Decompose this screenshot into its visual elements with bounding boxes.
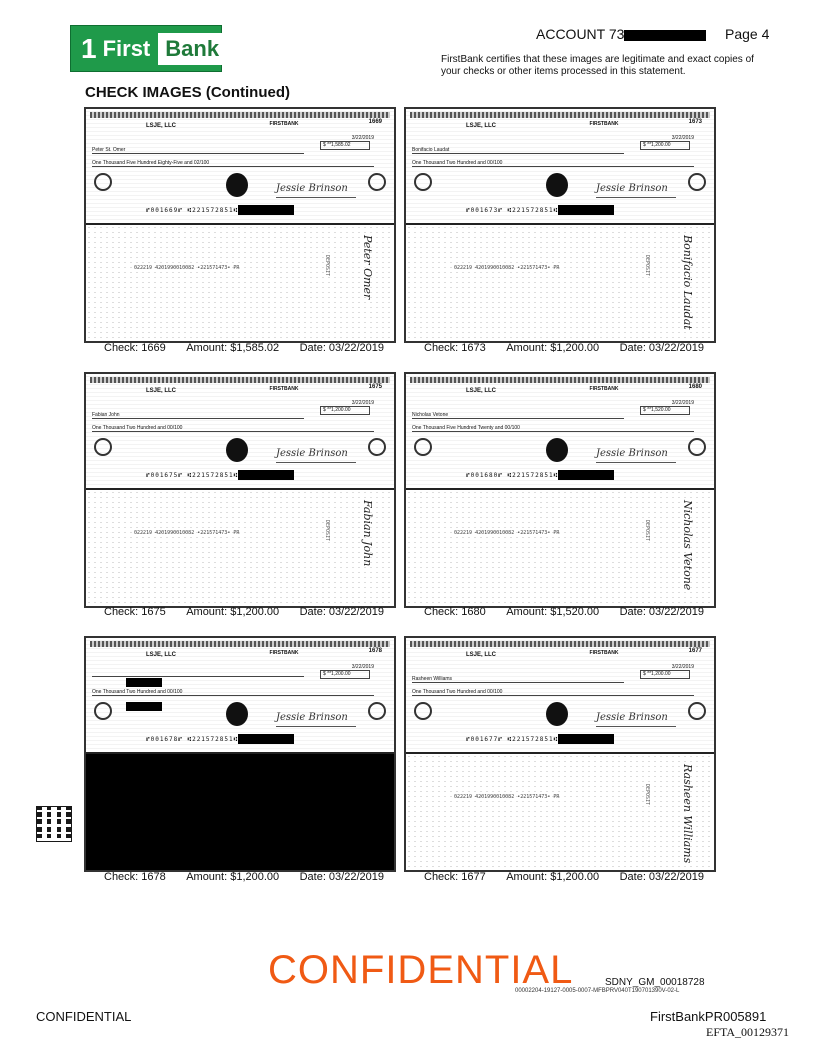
check-image bbox=[84, 107, 396, 343]
check-number: 1680 bbox=[688, 384, 702, 390]
check-image bbox=[404, 107, 716, 343]
check-payer: LSJE, LLC bbox=[465, 123, 496, 129]
firstbank-bates: FirstBankPR005891 bbox=[650, 1009, 767, 1024]
caption-amount: Amount: $1,200.00 bbox=[186, 606, 280, 618]
check-payee: Fabian John bbox=[92, 412, 304, 419]
check-caption bbox=[84, 606, 396, 618]
signature: Jessie Brinson bbox=[596, 448, 676, 463]
check-payee: Peter St. Omer bbox=[92, 147, 304, 154]
caption-check-number: Check: 1677 bbox=[424, 871, 486, 883]
caption-amount: Amount: $1,585.02 bbox=[186, 342, 280, 354]
redaction-seal bbox=[546, 438, 568, 462]
check-payee: Bonifacio Laudat bbox=[412, 147, 624, 154]
handwritten-endorsement: Fabian John bbox=[361, 500, 374, 567]
check-image bbox=[84, 636, 396, 872]
check-front bbox=[86, 109, 394, 225]
check-payee: Rasheen Williams bbox=[412, 676, 624, 683]
check-date: 3/22/2019 bbox=[351, 135, 374, 141]
check-bank-name: FIRSTBANK bbox=[269, 121, 299, 127]
signature: Jessie Brinson bbox=[596, 183, 676, 198]
check-payer: LSJE, LLC bbox=[145, 123, 176, 129]
check-front bbox=[406, 374, 714, 490]
check-front bbox=[406, 638, 714, 754]
redaction-seal bbox=[546, 702, 568, 726]
micr-line: ⑈001673⑈ ⑆221572851⑆ bbox=[466, 207, 559, 214]
check-back bbox=[86, 754, 394, 870]
bank-stamp: DEPOSIT bbox=[324, 255, 330, 277]
check-image bbox=[404, 636, 716, 872]
signature: Jessie Brinson bbox=[596, 712, 676, 727]
check-bank-name: FIRSTBANK bbox=[269, 650, 299, 656]
check-amount-words: One Thousand Five Hundred Twenty and 00/100 bbox=[412, 425, 694, 432]
ring-icon bbox=[368, 438, 386, 456]
micr-line: ⑈001669⑈ ⑆221572851⑆ bbox=[146, 207, 239, 214]
check-caption bbox=[404, 342, 716, 354]
check-payer: LSJE, LLC bbox=[465, 388, 496, 394]
redaction-bar bbox=[558, 205, 614, 215]
caption-date: Date: 03/22/2019 bbox=[619, 871, 704, 883]
redaction-seal bbox=[226, 173, 248, 197]
check-date: 3/22/2019 bbox=[671, 664, 694, 670]
check-payer: LSJE, LLC bbox=[465, 652, 496, 658]
check-caption bbox=[404, 606, 716, 618]
check-amount-box: $ **1,520.00 bbox=[640, 406, 690, 415]
caption-check-number: Check: 1678 bbox=[104, 871, 166, 883]
section-title: CHECK IMAGES (Continued) bbox=[85, 84, 290, 101]
bank-stamp: DEPOSIT bbox=[644, 255, 650, 277]
efta-number: EFTA_00129371 bbox=[706, 1025, 790, 1039]
micr-line: ⑈001680⑈ ⑆221572851⑆ bbox=[466, 472, 559, 479]
certification-text: FirstBank certifies that these images are legitimate and exact copies of your checks or other items processed in this statement. bbox=[441, 54, 754, 77]
caption-amount: Amount: $1,200.00 bbox=[186, 871, 280, 883]
handwritten-endorsement: Nicholas Vetone bbox=[681, 500, 694, 591]
caption-date: Date: 03/22/2019 bbox=[619, 606, 704, 618]
check-amount-words: One Thousand Two Hundred and 00/100 bbox=[412, 160, 694, 167]
check-number: 1677 bbox=[688, 648, 702, 654]
check-amount-box: $ **1,200.00 bbox=[640, 670, 690, 679]
redaction-bar bbox=[558, 470, 614, 480]
ring-icon bbox=[414, 702, 432, 720]
signature: Jessie Brinson bbox=[276, 712, 356, 727]
security-band bbox=[410, 641, 710, 647]
security-band bbox=[410, 112, 710, 118]
check-payee bbox=[92, 676, 304, 677]
bank-stamp: DEPOSIT bbox=[324, 520, 330, 542]
confidential-stamp: CONFIDENTIAL bbox=[268, 948, 574, 992]
check-bank-name: FIRSTBANK bbox=[589, 650, 619, 656]
document-code: 00002204-19127-0005-0007-MFBPRV040T190701390V-02-L bbox=[515, 988, 680, 994]
redaction-bar bbox=[238, 470, 294, 480]
ring-icon bbox=[688, 438, 706, 456]
security-band bbox=[90, 377, 390, 383]
sdny-bates: SDNY_GM_00018728 bbox=[605, 977, 705, 988]
ring-icon bbox=[688, 173, 706, 191]
redaction-seal bbox=[546, 173, 568, 197]
bank-stamp: DEPOSIT bbox=[644, 784, 650, 806]
redaction-seal bbox=[226, 702, 248, 726]
handwritten-endorsement: Peter Omer bbox=[361, 235, 374, 300]
endorsement-line: 022219 4201990010082 •221571473• PR bbox=[134, 265, 240, 271]
check-amount-words: One Thousand Two Hundred and 00/100 bbox=[412, 689, 694, 696]
check-caption bbox=[84, 871, 396, 883]
check-payer: LSJE, LLC bbox=[145, 388, 176, 394]
ring-icon bbox=[94, 173, 112, 191]
caption-check-number: Check: 1669 bbox=[104, 342, 166, 354]
caption-amount: Amount: $1,200.00 bbox=[506, 342, 600, 354]
redaction-bar bbox=[126, 702, 162, 711]
signature: Jessie Brinson bbox=[276, 448, 356, 463]
logo-bank: Bank bbox=[158, 33, 226, 65]
caption-date: Date: 03/22/2019 bbox=[299, 871, 384, 883]
check-amount-box: $ **1,585.02 bbox=[320, 141, 370, 150]
check-amount-box: $ **1,200.00 bbox=[320, 406, 370, 415]
check-back bbox=[86, 225, 394, 341]
check-number: 1669 bbox=[368, 119, 382, 125]
caption-check-number: Check: 1673 bbox=[424, 342, 486, 354]
check-date: 3/22/2019 bbox=[351, 664, 374, 670]
security-band bbox=[90, 641, 390, 647]
confidential-footer: CONFIDENTIAL bbox=[36, 1009, 132, 1024]
check-front bbox=[406, 109, 714, 225]
logo-first: First bbox=[102, 35, 151, 61]
security-band bbox=[410, 377, 710, 383]
ring-icon bbox=[94, 702, 112, 720]
check-payee: Nicholas Vetone bbox=[412, 412, 624, 419]
account-number bbox=[536, 26, 706, 42]
ring-icon bbox=[94, 438, 112, 456]
check-number: 1673 bbox=[688, 119, 702, 125]
qr-code bbox=[36, 806, 72, 842]
caption-amount: Amount: $1,520.00 bbox=[506, 606, 600, 618]
ring-icon bbox=[688, 702, 706, 720]
check-date: 3/22/2019 bbox=[671, 135, 694, 141]
check-date: 3/22/2019 bbox=[351, 400, 374, 406]
check-bank-name: FIRSTBANK bbox=[589, 386, 619, 392]
micr-line: ⑈001675⑈ ⑆221572851⑆ bbox=[146, 472, 239, 479]
check-bank-name: FIRSTBANK bbox=[589, 121, 619, 127]
redaction-seal bbox=[226, 438, 248, 462]
check-amount-box: $ **1,200.00 bbox=[640, 141, 690, 150]
page-number: Page 4 bbox=[725, 26, 770, 42]
check-bank-name: FIRSTBANK bbox=[269, 386, 299, 392]
endorsement-line: 022219 4201990010082 •221571473• PR bbox=[454, 794, 560, 800]
handwritten-endorsement: Bonifacio Laudat bbox=[681, 235, 694, 330]
check-amount-words: One Thousand Five Hundred Eighty-Five and 02/100 bbox=[92, 160, 374, 167]
caption-check-number: Check: 1675 bbox=[104, 606, 166, 618]
check-amount-words: One Thousand Two Hundred and 00/100 bbox=[92, 689, 374, 696]
account-label: ACCOUNT 73 bbox=[536, 26, 625, 42]
check-image bbox=[404, 372, 716, 608]
caption-date: Date: 03/22/2019 bbox=[299, 342, 384, 354]
caption-amount: Amount: $1,200.00 bbox=[506, 871, 600, 883]
check-back bbox=[86, 490, 394, 606]
caption-date: Date: 03/22/2019 bbox=[619, 342, 704, 354]
ring-icon bbox=[368, 173, 386, 191]
check-amount-words: One Thousand Two Hundred and 00/100 bbox=[92, 425, 374, 432]
check-back bbox=[406, 225, 714, 341]
signature: Jessie Brinson bbox=[276, 183, 356, 198]
check-back bbox=[406, 490, 714, 606]
redaction-bar bbox=[238, 734, 294, 744]
check-front bbox=[86, 374, 394, 490]
ring-icon bbox=[368, 702, 386, 720]
ring-icon bbox=[414, 438, 432, 456]
check-amount-box: $ **1,200.00 bbox=[320, 670, 370, 679]
redaction-bar bbox=[126, 678, 162, 687]
bank-stamp: DEPOSIT bbox=[644, 520, 650, 542]
check-caption bbox=[404, 871, 716, 883]
check-number: 1678 bbox=[368, 648, 382, 654]
caption-check-number: Check: 1680 bbox=[424, 606, 486, 618]
ring-icon bbox=[414, 173, 432, 191]
redaction-bar bbox=[238, 205, 294, 215]
firstbank-logo bbox=[70, 25, 222, 72]
check-front bbox=[86, 638, 394, 754]
redaction-bar bbox=[624, 30, 706, 41]
redaction-bar bbox=[558, 734, 614, 744]
security-band bbox=[90, 112, 390, 118]
caption-date: Date: 03/22/2019 bbox=[299, 606, 384, 618]
endorsement-line: 022219 4201990010082 •221571473• PR bbox=[454, 530, 560, 536]
check-back bbox=[406, 754, 714, 870]
check-date: 3/22/2019 bbox=[671, 400, 694, 406]
check-number: 1675 bbox=[368, 384, 382, 390]
check-image bbox=[84, 372, 396, 608]
check-caption bbox=[84, 342, 396, 354]
handwritten-endorsement: Rasheen Williams bbox=[681, 764, 694, 864]
endorsement-line: 022219 4201990010082 •221571473• PR bbox=[454, 265, 560, 271]
micr-line: ⑈001677⑈ ⑆221572851⑆ bbox=[466, 736, 559, 743]
check-payer: LSJE, LLC bbox=[145, 652, 176, 658]
endorsement-line: 022219 4201990010082 •221571473• PR bbox=[134, 530, 240, 536]
micr-line: ⑈001678⑈ ⑆221572851⑆ bbox=[146, 736, 239, 743]
logo-one: 1 bbox=[81, 32, 97, 64]
